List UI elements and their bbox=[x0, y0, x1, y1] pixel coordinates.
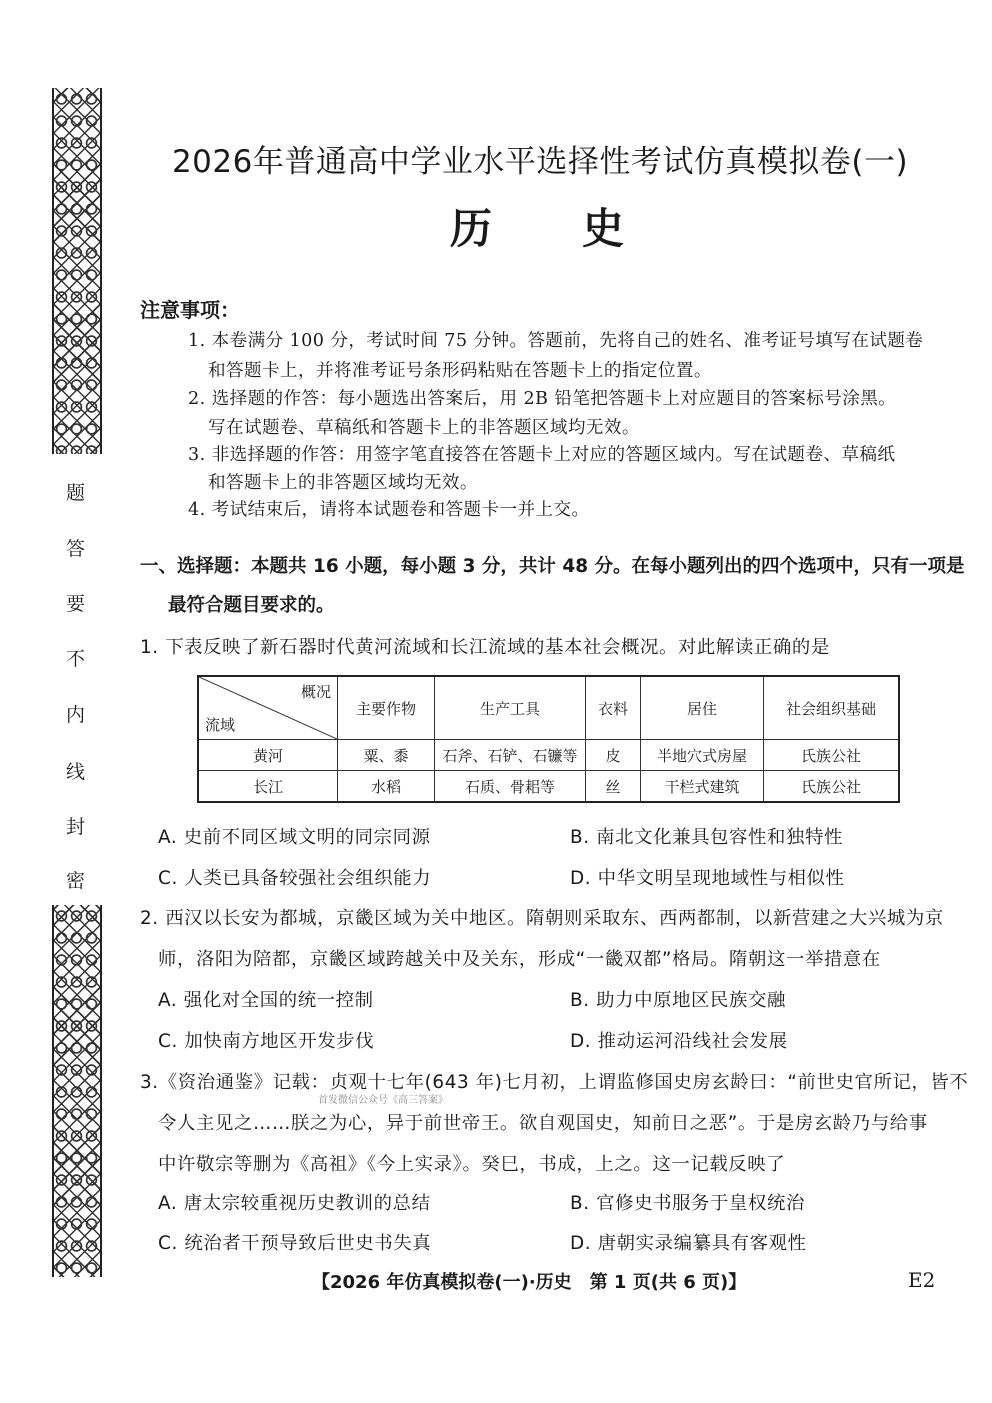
q3-stem-line: 中许敬宗等删为《高祖》《今上实录》。癸巳，书成，上之。这一记载反映了 bbox=[158, 1154, 786, 1175]
section-heading-cont: 最符合题目要求的。 bbox=[168, 595, 335, 616]
table-cell: 丝 bbox=[586, 771, 641, 803]
q3-option-c: C. 统治者干预导致后世史书失真 bbox=[158, 1233, 432, 1254]
q1-stem: 1. 下表反映了新石器时代黄河流域和长江流域的基本社会概况。对此解读正确的是 bbox=[140, 637, 830, 658]
q3-stem-line: 令人主见之……朕之为心，异于前世帝王。欲自观国史，知前日之恶”。于是房玄龄乃与给事 bbox=[158, 1113, 928, 1134]
table-header: 衣料 bbox=[586, 676, 641, 740]
margin-char: 封 bbox=[66, 816, 86, 838]
q3-option-b: B. 官修史书服务于皇权统治 bbox=[570, 1193, 806, 1214]
subject-char: 历 bbox=[450, 204, 493, 253]
table-cell: 氏族公社 bbox=[764, 740, 900, 771]
q2-option-c: C. 加快南方地区开发步伐 bbox=[158, 1031, 375, 1052]
table-corner bbox=[198, 676, 338, 740]
watermark: 首发微信公众号《高三答案》 bbox=[318, 1095, 448, 1106]
table-cell: 氏族公社 bbox=[764, 771, 900, 803]
q1-table bbox=[197, 675, 900, 803]
table-row bbox=[198, 740, 899, 771]
table-cell: 皮 bbox=[586, 740, 641, 771]
margin-char: 密 bbox=[66, 870, 86, 892]
subject-title bbox=[450, 196, 624, 256]
q1-option-c: C. 人类已具备较强社会组织能力 bbox=[158, 868, 432, 889]
margin-char: 不 bbox=[66, 648, 86, 670]
note-line: 和答题卡上，并将准考证号条形码粘贴在答题卡上的指定位置。 bbox=[208, 361, 712, 381]
corner-bottom-label: 流域 bbox=[205, 716, 236, 734]
note-line: 1. 本卷满分 100 分，考试时间 75 分钟。答题前，先将自己的姓名、准考证号填写在试题卷 bbox=[188, 331, 924, 351]
table-cell: 石质、骨耜等 bbox=[435, 771, 586, 803]
margin-char: 内 bbox=[66, 704, 86, 726]
table-cell: 黄河 bbox=[198, 740, 338, 771]
margin-char: 题 bbox=[66, 482, 86, 504]
note-line: 2. 选择题的作答：每小题选出答案后，用 2B 铅笔把答题卡上对应题目的答案标号涂黑。 bbox=[188, 389, 897, 409]
table-header: 主要作物 bbox=[338, 676, 435, 740]
table-cell: 石斧、石铲、石镰等 bbox=[435, 740, 586, 771]
note-line: 3. 非选择题的作答：用签字笔直接答在答题卡上对应的答题区域内。写在试题卷、草稿纸 bbox=[188, 445, 896, 465]
corner-top-label: 概况 bbox=[300, 683, 331, 701]
q2-option-a: A. 强化对全国的统一控制 bbox=[158, 990, 374, 1011]
note-line: 写在试题卷、草稿纸和答题卡上的非答题区域均无效。 bbox=[208, 418, 640, 438]
q3-stem-line: 3.《资治通鉴》记载：贞观十七年(643 年)七月初，上谓监修国史房玄龄曰：“前世史官所记，皆不 bbox=[140, 1072, 969, 1093]
table-cell: 长江 bbox=[198, 771, 338, 803]
table-header: 生产工具 bbox=[435, 676, 586, 740]
q1-option-a: A. 史前不同区域文明的同宗同源 bbox=[158, 827, 431, 848]
table-header: 社会组织基础 bbox=[764, 676, 900, 740]
q3-option-a: A. 唐太宗较重视历史教训的总结 bbox=[158, 1193, 431, 1214]
table-cell: 粟、黍 bbox=[338, 740, 435, 771]
q1-option-d: D. 中华文明呈现地域性与相似性 bbox=[570, 868, 845, 889]
binding-pattern-bottom bbox=[52, 905, 102, 1277]
q2-option-d: D. 推动运河沿线社会发展 bbox=[570, 1031, 788, 1052]
table-header: 居住 bbox=[641, 676, 764, 740]
margin-char: 答 bbox=[66, 538, 86, 560]
table-header-row bbox=[198, 676, 899, 740]
q3-option-d: D. 唐朝实录编纂具有客观性 bbox=[570, 1233, 807, 1254]
note-line: 和答题卡上的非答题区域均无效。 bbox=[208, 473, 478, 493]
margin-char: 线 bbox=[66, 761, 86, 783]
subject-char: 史 bbox=[582, 204, 625, 253]
q2-option-b: B. 助力中原地区民族交融 bbox=[570, 990, 787, 1011]
table-cell: 水稻 bbox=[338, 771, 435, 803]
note-line: 4. 考试结束后，请将本试题卷和答题卡一并上交。 bbox=[188, 500, 590, 520]
notes-heading: 注意事项： bbox=[140, 298, 240, 322]
page-footer: 【2026 年仿真模拟卷(一)·历史 第 1 页(共 6 页)】 bbox=[312, 1272, 747, 1293]
q1-option-b: B. 南北文化兼具包容性和独特性 bbox=[570, 827, 843, 848]
exam-title: 2026年普通高中学业水平选择性考试仿真模拟卷(一) bbox=[171, 144, 909, 180]
table-cell: 半地穴式房屋 bbox=[641, 740, 764, 771]
table-cell: 干栏式建筑 bbox=[641, 771, 764, 803]
section-heading: 一、选择题：本题共 16 小题，每小题 3 分，共计 48 分。在每小题列出的四个选项中，只有一项是 bbox=[140, 556, 965, 577]
margin-char: 要 bbox=[66, 593, 86, 615]
q2-stem-line: 2. 西汉以长安为都城，京畿区域为关中地区。隋朝则采取东、西两都制，以新营建之大兴城为京 bbox=[140, 908, 944, 929]
table-row bbox=[198, 771, 899, 803]
paper-code: E2 bbox=[908, 1268, 936, 1292]
q2-stem-line: 师，洛阳为陪都，京畿区域跨越关中及关东，形成“一畿双都”格局。隋朝这一举措意在 bbox=[158, 949, 881, 970]
